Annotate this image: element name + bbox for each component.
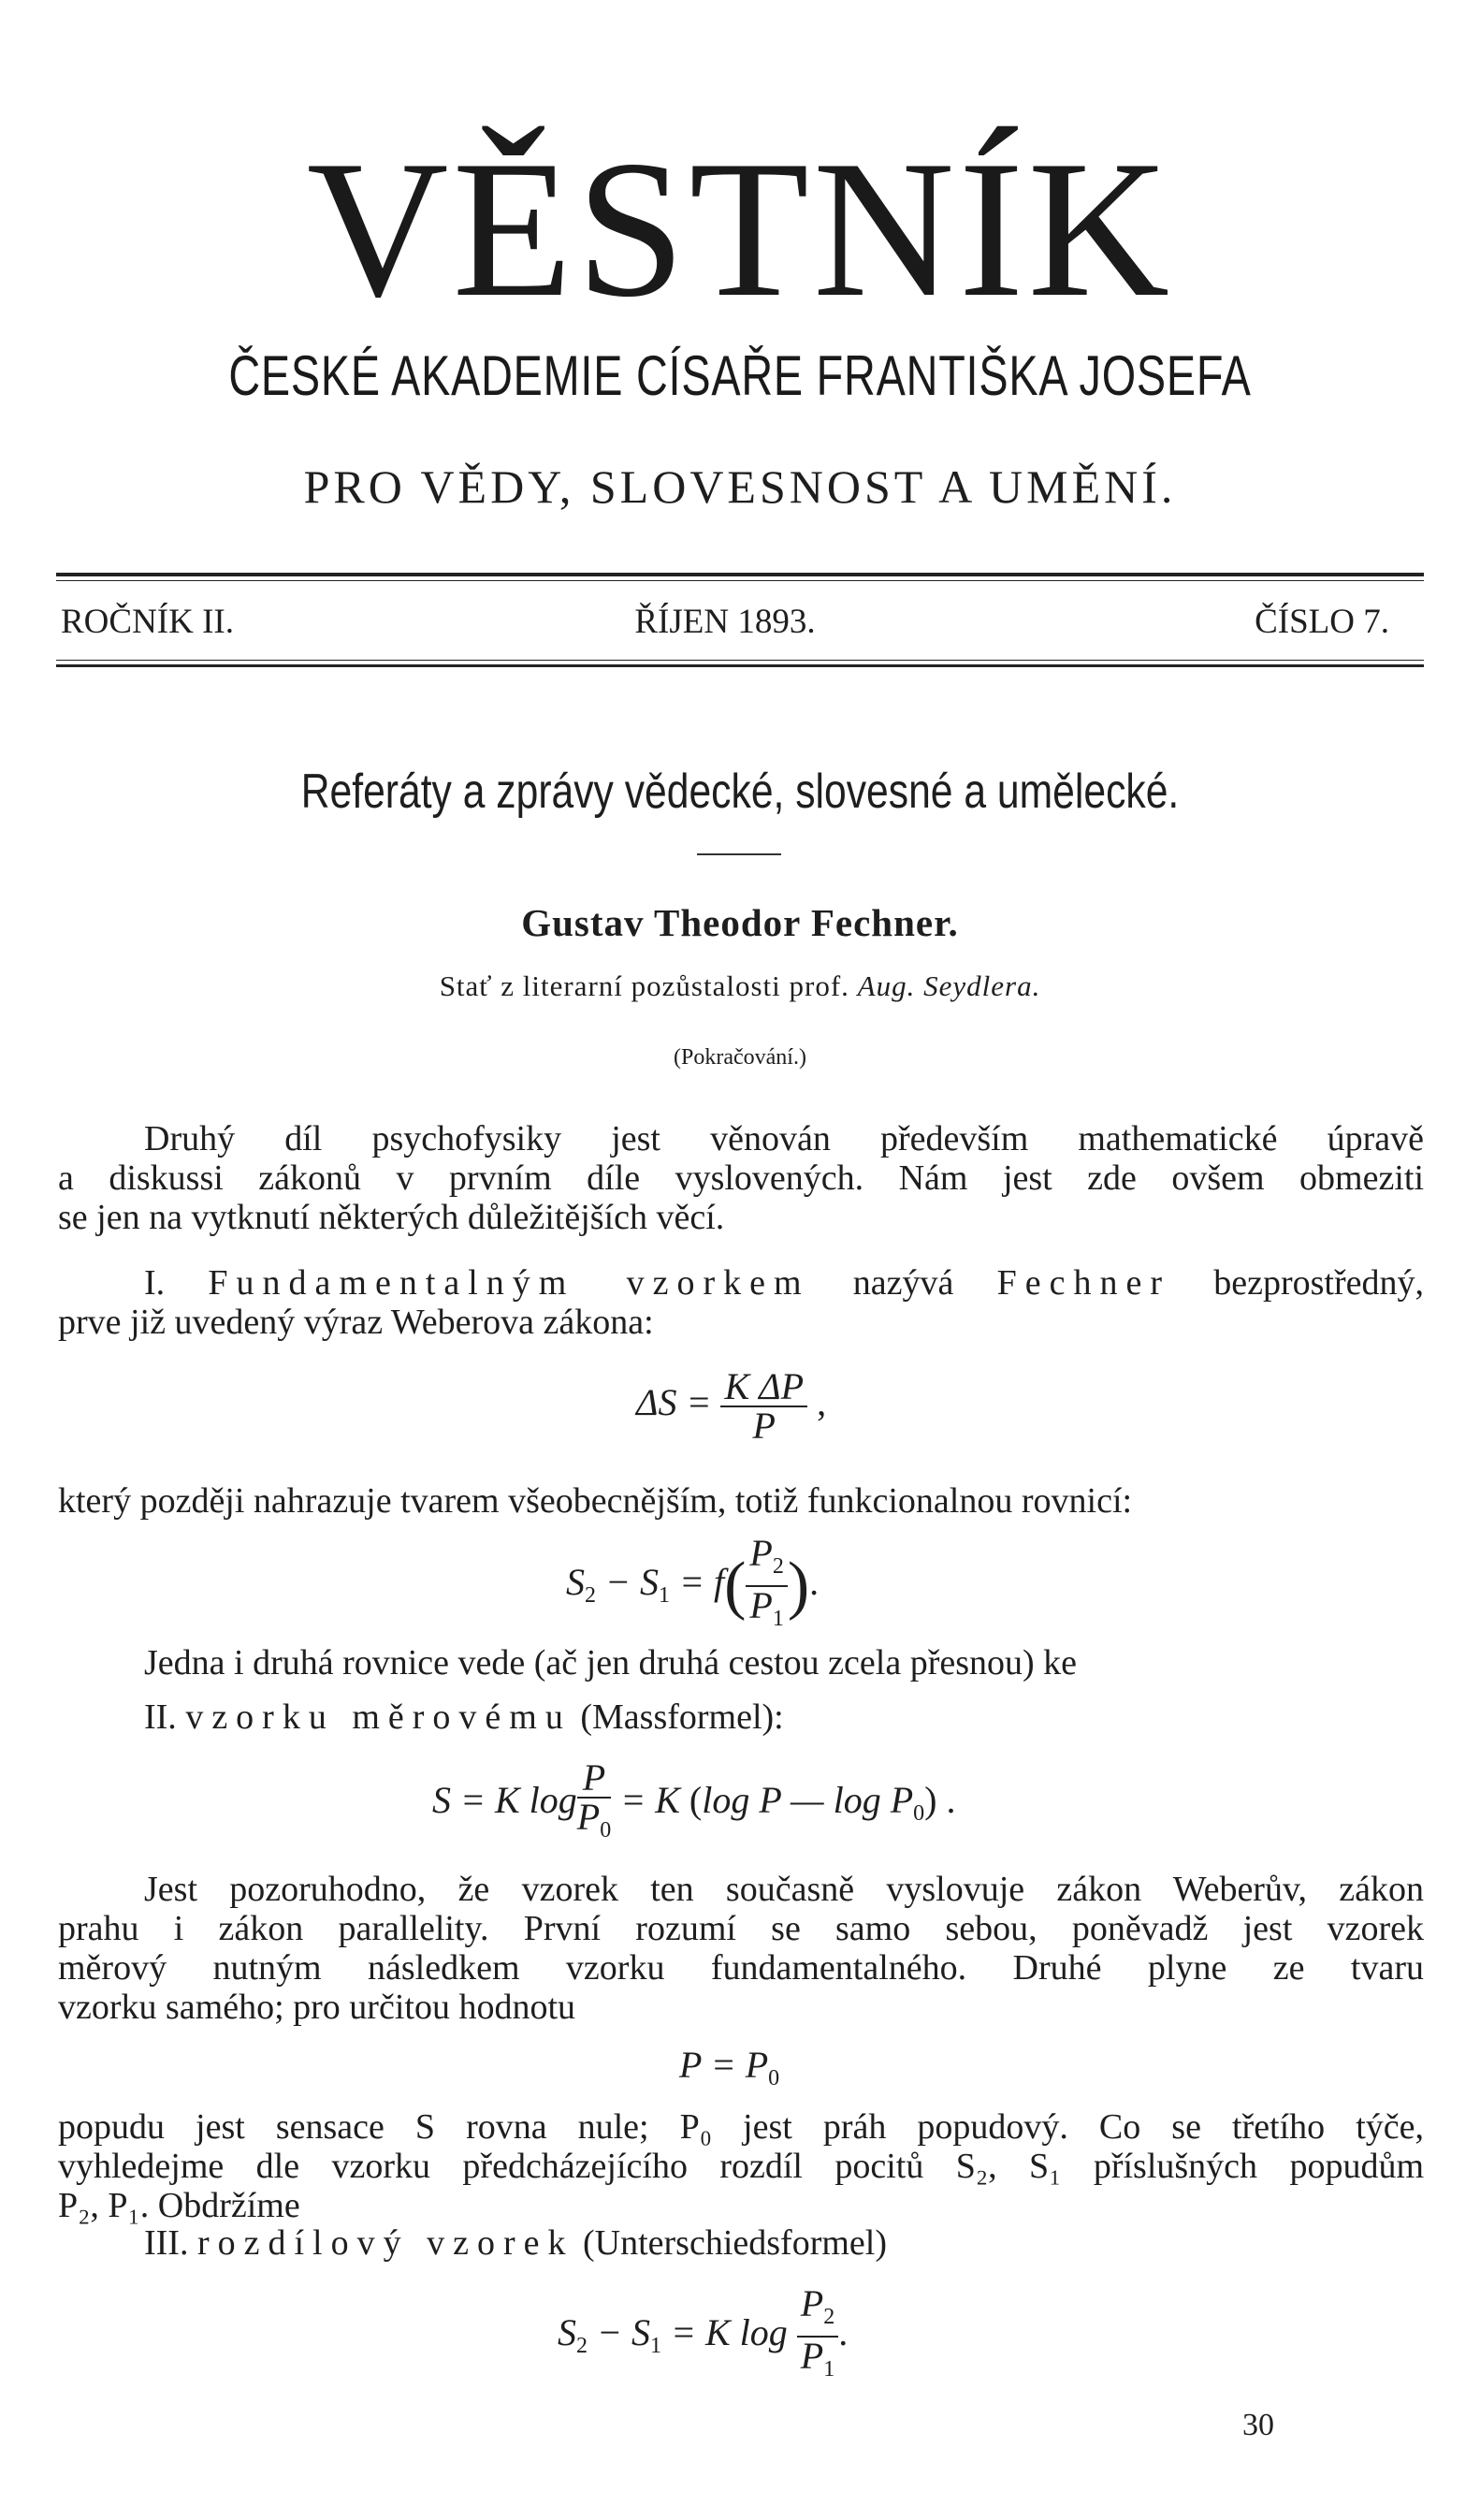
- top-rule-thin: [56, 580, 1424, 581]
- spaced-term: Fundamentalným vzorkem: [208, 1263, 810, 1303]
- text-line: [58, 1697, 1424, 1737]
- section-divider: [697, 853, 781, 855]
- paren-close: ): [787, 1550, 810, 1622]
- article-subtitle-prefix: Stať z literarní pozůstalosti prof.: [439, 969, 849, 1002]
- formula-rhs: = K (log P — $\log P_0$) .: [620, 1779, 956, 1827]
- numeral: II.: [144, 1697, 177, 1737]
- spaced-name: Fechner: [996, 1263, 1170, 1303]
- fraction: [576, 1756, 612, 1849]
- formula-1: [636, 1365, 827, 1447]
- numeral: III.: [144, 2223, 189, 2263]
- formula-3: [432, 1756, 956, 1849]
- text-line: Jest pozoruhodno, že vzorek ten současně vyslovuje zákon Weberův, zákon: [144, 1870, 1424, 1909]
- denominator: $P_1$: [749, 1584, 784, 1631]
- formula-4: [679, 2043, 779, 2091]
- text-line: [58, 1263, 1424, 1303]
- bottom-rule-thin: [56, 660, 1424, 661]
- issue-volume: ROČNÍK II.: [61, 603, 234, 641]
- denominator: $P_0$: [576, 1796, 612, 1843]
- formula-5: [558, 2282, 849, 2388]
- issue-number: ČÍSLO 7.: [1255, 603, 1389, 641]
- continued-note: (Pokračování.): [674, 1045, 806, 1070]
- paragraph-3: [58, 1481, 1424, 1521]
- bottom-rule: [56, 664, 1424, 667]
- article-title: Gustav Theodor Fechner.: [521, 901, 959, 944]
- paragraph-1: [58, 1119, 1424, 1237]
- formula-2: [566, 1532, 820, 1638]
- text-fragment: bezprostředný,: [1213, 1263, 1424, 1303]
- paragraph-5: [58, 1697, 1424, 1737]
- formula-text: $P = P_0$: [679, 2044, 780, 2090]
- formula-lhs: ΔS =: [636, 1381, 712, 1424]
- text-line: P₂, P₁. Obdržíme: [58, 2186, 300, 2225]
- journal-subtitle: ČESKÉ AKADEMIE CÍSAŘE FRANTIŠKA JOSEFA: [228, 344, 1252, 407]
- text-line: prve již uvedený výraz Weberova zákona:: [58, 1303, 654, 1342]
- text-fragment: (Unterschiedsformel): [583, 2223, 887, 2263]
- text-fragment: (Massformel):: [580, 1697, 784, 1737]
- text-line: [58, 2223, 1424, 2263]
- issue-bar: [61, 599, 1389, 646]
- fraction: [746, 1532, 787, 1638]
- paren-open: (: [724, 1550, 747, 1622]
- numeral: I.: [144, 1263, 166, 1303]
- article-author: Aug. Seydlera.: [857, 969, 1041, 1002]
- spaced-term: rozdílový vzorek: [196, 2223, 574, 2263]
- paragraph-6: [58, 1870, 1424, 2027]
- denominator: P: [752, 1405, 776, 1447]
- text-line: popudu jest sensace S rovna nule; P₀ jest práh popudový. Co se třetího týče,: [58, 2107, 1424, 2147]
- numerator: $P_2$: [797, 2285, 838, 2338]
- numerator: $P_2$: [746, 1535, 787, 1587]
- page-number: 30: [1242, 2408, 1274, 2442]
- punctuation: ,: [817, 1381, 827, 1424]
- paragraph-2: [58, 1263, 1424, 1342]
- formula-lhs: $S_2 - S_1 = K$ log: [558, 2311, 797, 2359]
- journal-subtitle-2: PRO VĚDY, SLOVESNOST A UMĚNÍ.: [303, 460, 1177, 513]
- formula-lhs: $S_2 - S_1 = f$: [566, 1561, 725, 1609]
- article-subtitle: [0, 969, 1480, 1003]
- section-title: Referáty a zprávy vědecké, slovesné a umělecké.: [300, 765, 1180, 819]
- text-line: se jen na vytknutí některých důležitějších věcí.: [58, 1198, 725, 1237]
- formula-lhs: S = K log: [432, 1779, 577, 1822]
- text-line: vzorku samého; pro určitou hodnotu: [58, 1988, 576, 2027]
- numerator: K ΔP: [720, 1368, 807, 1407]
- fraction: [797, 2282, 838, 2388]
- text-line: Druhý díl psychofysiky jest věnován především mathematické úpravě: [144, 1119, 1424, 1158]
- text-line: měrový nutným následkem vzorku fundamentalného. Druhé plyne ze tvaru: [58, 1948, 1424, 1988]
- text-line: Jedna i druhá rovnice vede (ač jen druhá cestou zcela přesnou) ke: [144, 1643, 1078, 1682]
- spaced-term: vzorku měrovému: [185, 1697, 572, 1737]
- top-rule: [56, 573, 1424, 576]
- paragraph-4: [58, 1643, 1424, 1682]
- text-line: prahu i zákon parallelity. První rozumí se samo sebou, poněvadž jest vzorek: [58, 1909, 1424, 1948]
- paragraph-7: [58, 2107, 1424, 2225]
- text-fragment: nazývá: [852, 1263, 954, 1303]
- denominator: $P_1$: [800, 2335, 835, 2382]
- issue-date: ŘÍJEN 1893.: [634, 603, 816, 641]
- text-line: a diskussi zákonů v prvním díle vyslovených. Nám jest zde ovšem obmeziti: [58, 1158, 1424, 1198]
- numerator: P: [577, 1759, 611, 1799]
- punctuation: .: [838, 2311, 849, 2354]
- journal-title: VĚSTNÍK: [306, 121, 1174, 338]
- fraction: [720, 1365, 807, 1447]
- text-line: který později nahrazuje tvarem všeobecnějším, totiž funkcionalnou rovnicí:: [58, 1481, 1133, 1521]
- text-line: vyhledejme dle vzorku předcházejícího rozdíl pocitů S₂, S₁ příslušných popudům: [58, 2147, 1424, 2186]
- punctuation: .: [809, 1561, 820, 1604]
- paragraph-8: [58, 2223, 1424, 2263]
